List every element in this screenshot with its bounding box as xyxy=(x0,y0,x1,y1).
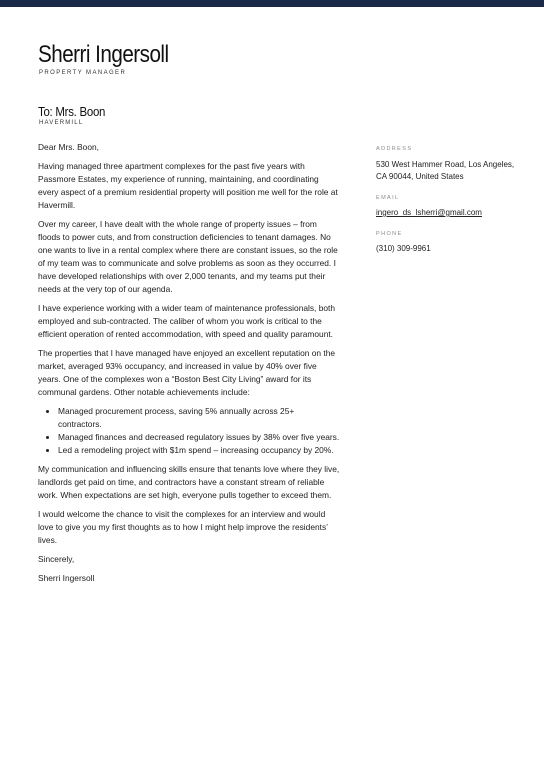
achievement-item: • Led a remodeling project with $1m spend – increasing occupancy by 20%. xyxy=(58,444,340,457)
achievement-item: • Managed procurement process, saving 5% annually across 25+ contractors. xyxy=(58,405,340,431)
contact-sidebar xyxy=(376,143,516,264)
recipient-company: HAVERMILL xyxy=(39,120,84,126)
email-link[interactable]: ingero_ds_lsherri@gmail.com xyxy=(376,208,482,217)
phone-value: (310) 309-9961 xyxy=(376,244,431,253)
achievements-list xyxy=(38,405,340,457)
paragraph: I would welcome the chance to visit the complexes for an interview and would love to give you my first thoughts as to how I might help improve the residents’ lives. xyxy=(38,509,328,545)
recipient-line: To: Mrs. Boon xyxy=(38,104,106,119)
top-accent-bar xyxy=(0,0,544,7)
applicant-name: Sherri Ingersoll xyxy=(38,41,169,68)
paragraph: Having managed three apartment complexes for the past five years with Passmore Estates, my experience of running, maintaining, and coordinating every aspect of a premium residential property will position me well for the role at Havermill. xyxy=(38,161,338,210)
signoff: Sincerely, xyxy=(38,554,75,564)
achievement-item: • Managed finances and decreased regulatory issues by 38% over five years. xyxy=(58,431,340,444)
applicant-role: PROPERTY MANAGER xyxy=(39,70,127,76)
email-label: EMAIL xyxy=(376,194,400,201)
paragraph: Over my career, I have dealt with the whole range of property issues – from floods to power cuts, and from construction deficiencies to tenant damages. No one wants to live in a rental complex where there are constant issues, so the role of my team was to communicate and solve problems as soon as they occurred. I have developed relationships with over 2,000 tenants, and my teams put their needs at the very top of our agenda. xyxy=(38,219,338,294)
address-value: 530 West Hammer Road, Los Angeles, CA 90044, United States xyxy=(376,159,515,181)
phone-label: PHONE xyxy=(376,230,403,237)
salutation: Dear Mrs. Boon, xyxy=(38,142,99,152)
signature: Sherri Ingersoll xyxy=(38,573,95,583)
paragraph: I have experience working with a wider team of maintenance professionals, both employed and sub-contracted. The caliber of whom you work is critical to the efficient operation of rented accommodation, with speed and quality paramount. xyxy=(38,303,336,339)
letter-body xyxy=(38,141,340,591)
paragraph: My communication and influencing skills ensure that tenants love where they live, landlords get paid on time, and contractors have a constant stream of reliable work. When expectations are set high, everyone pulls together to exceed them. xyxy=(38,464,340,500)
paragraph: The properties that I have managed have enjoyed an excellent reputation on the market, averaged 93% occupancy, and increased in value by 40% over five years. One of the complexes won a “Boston Best City Living” award for its communal gardens. Other notable achievements include: xyxy=(38,348,336,397)
address-label: ADDRESS xyxy=(376,146,413,152)
